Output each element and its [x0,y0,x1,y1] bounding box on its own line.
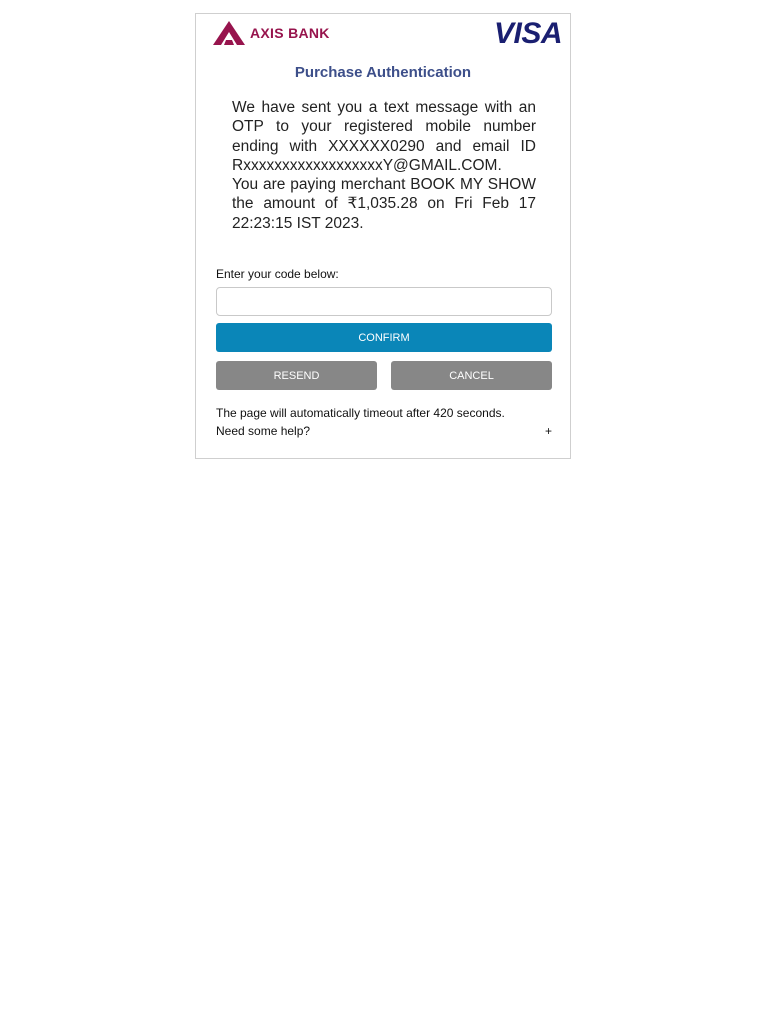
otp-code-input[interactable] [216,287,552,316]
timeout-notice: The page will automatically timeout after 420 seconds. [216,406,505,420]
code-label: Enter your code below: [216,267,339,281]
visa-logo: VISA [493,17,562,50]
axis-bank-logo [213,21,330,45]
otp-message [232,98,536,233]
help-toggle[interactable] [216,424,552,438]
axis-bank-logo-icon [213,21,245,45]
expand-plus-icon[interactable]: + [544,424,552,438]
bank-name: AXIS BANK [250,25,330,41]
page-title: Purchase Authentication [294,64,472,81]
authentication-card [195,13,571,459]
confirm-button[interactable]: CONFIRM [216,323,552,352]
resend-button[interactable]: RESEND [216,361,377,390]
help-label: Need some help? [216,424,311,438]
cancel-button[interactable]: CANCEL [391,361,552,390]
payment-details-text: You are paying merchant BOOK MY SHOW the amount of ₹1,035.28 on Fri Feb 17 22:23:15 IST 2023. [232,176,536,232]
otp-sent-text: We have sent you a text message with an OTP to your registered mobile number ending with XXXXXX0290 and email ID RxxxxxxxxxxxxxxxxxxY@GMAIL.COM. [232,99,536,174]
